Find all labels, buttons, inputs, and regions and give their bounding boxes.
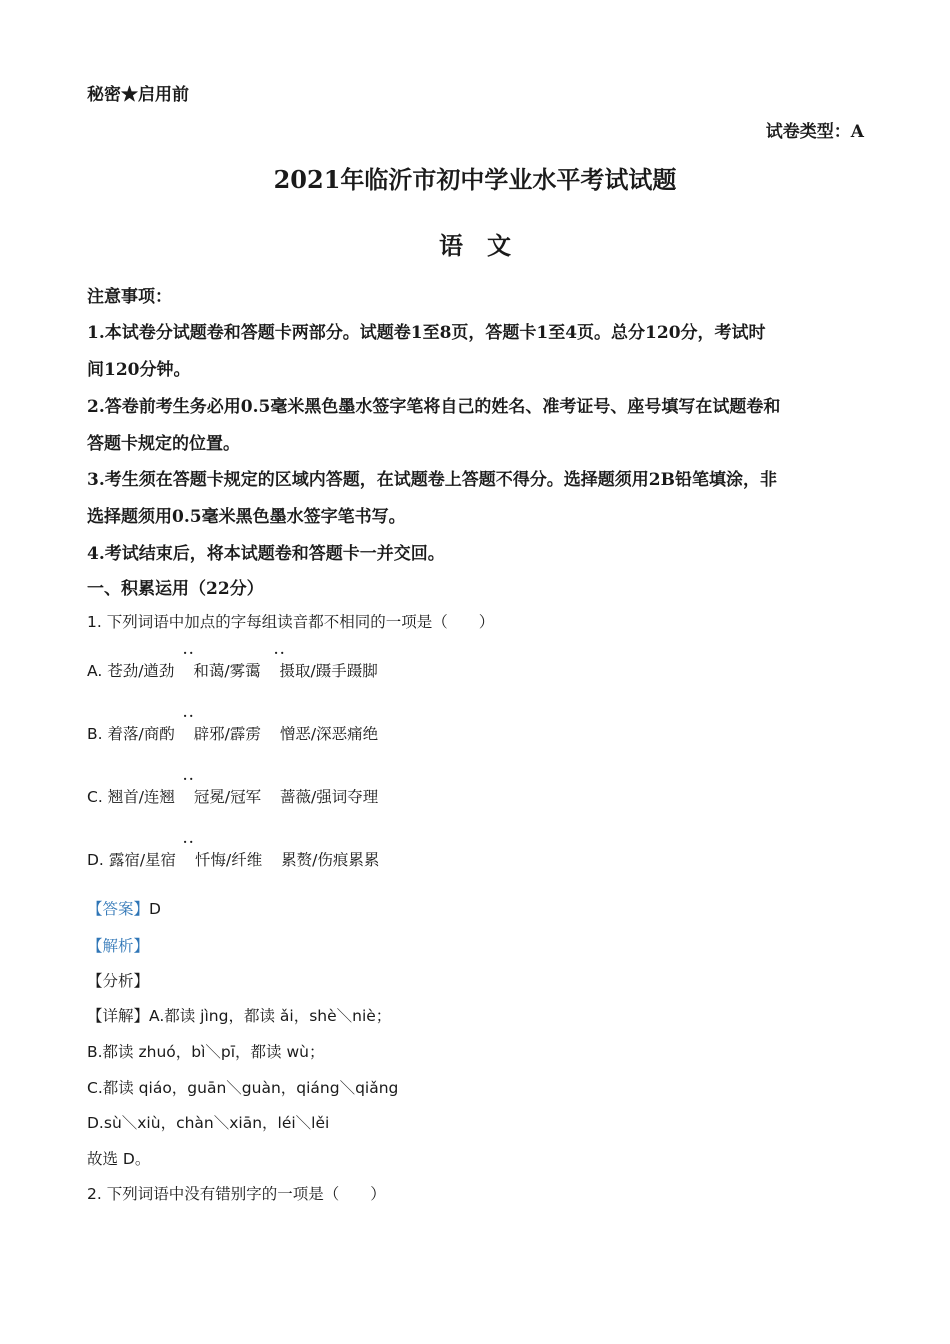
option-item: 累赘/伤痕累累: [281, 851, 380, 869]
secret-label: 秘密★启用前: [87, 85, 189, 105]
detail-line: C.都读 qiáo，guān＼guàn，qiáng＼qiǎng: [87, 1079, 399, 1097]
question-1-stem: 1. 下列词语中加点的字每组读音都不相同的一项是（ ）: [87, 613, 495, 631]
question-2-stem: 2. 下列词语中没有错别字的一项是（ ）: [87, 1185, 386, 1203]
option-item: 苍劲/遒劲: [107, 662, 175, 680]
analysis-tag: 【解析】: [87, 937, 150, 955]
question-1-option-a: [87, 659, 378, 681]
question-1-option-c: [87, 785, 378, 807]
paper-type: 试卷类型：A: [765, 122, 864, 142]
note-line: 1.本试卷分试题卷和答题卡两部分。试题卷1至8页，答题卡1至4页。总分120分，考试时: [87, 323, 766, 343]
emphasis-dots: ··: [183, 772, 196, 786]
notes-heading: 注意事项：: [87, 287, 172, 307]
option-label: A.: [87, 662, 103, 680]
detail-line: 故选 D。: [87, 1150, 151, 1168]
fenxi-tag: 【分析】: [87, 972, 150, 990]
option-item: 翘首/连翘: [107, 788, 175, 806]
option-item: 露宿/星宿: [108, 851, 177, 869]
detail-line: B.都读 zhuó，bì＼pī，都读 wù；: [87, 1043, 325, 1061]
note-line: 间120分钟。: [87, 360, 191, 380]
answer-tag: 【答案】: [87, 900, 150, 918]
option-label: B.: [87, 725, 103, 743]
emphasis-dots: ··: [183, 646, 196, 660]
question-1-option-b: [87, 722, 378, 744]
option-label: D.: [87, 851, 104, 869]
subject-title: 语 文: [439, 231, 511, 260]
note-line: 答题卡规定的位置。: [87, 434, 240, 454]
option-item: 蔷薇/强词夺理: [280, 788, 379, 806]
option-item: 冠冕/冠军: [193, 788, 262, 806]
option-label: C.: [87, 788, 103, 806]
option-item: 辟邪/霹雳: [193, 725, 261, 743]
answer-value: D: [149, 900, 161, 918]
page-title: 2021年临沂市初中学业水平考试试题: [273, 165, 677, 194]
emphasis-dots: ··: [183, 709, 196, 723]
section-heading: 一、积累运用（22分）: [87, 579, 264, 599]
emphasis-dots: ··: [274, 646, 287, 660]
note-line: 选择题须用0.5毫米黑色墨水签字笔书写。: [87, 507, 406, 527]
option-item: 忏悔/纤维: [194, 851, 263, 869]
option-item: 摄取/蹑手蹑脚: [279, 662, 378, 680]
option-item: 和蔼/雾霭: [193, 662, 261, 680]
emphasis-dots: ··: [183, 835, 196, 849]
detail-line: D.sù＼xiù，chàn＼xiān，léi＼lěi: [87, 1114, 330, 1132]
note-line: 4.考试结束后，将本试题卷和答题卡一并交回。: [87, 544, 445, 564]
note-line: 3.考生须在答题卡规定的区域内答题，在试题卷上答题不得分。选择题须用2B铅笔填涂，非: [87, 470, 777, 490]
option-item: 着落/商酌: [107, 725, 175, 743]
option-item: 憎恶/深恶痛绝: [279, 725, 379, 743]
detail-line: 【详解】A.都读 jìng，都读 ǎi，shè＼niè；: [87, 1007, 392, 1025]
answer-line: [87, 897, 161, 919]
note-line: 2.答卷前考生务必用0.5毫米黑色墨水签字笔将自己的姓名、准考证号、座号填写在试题卷和: [87, 397, 781, 417]
question-1-option-d: [87, 848, 379, 870]
